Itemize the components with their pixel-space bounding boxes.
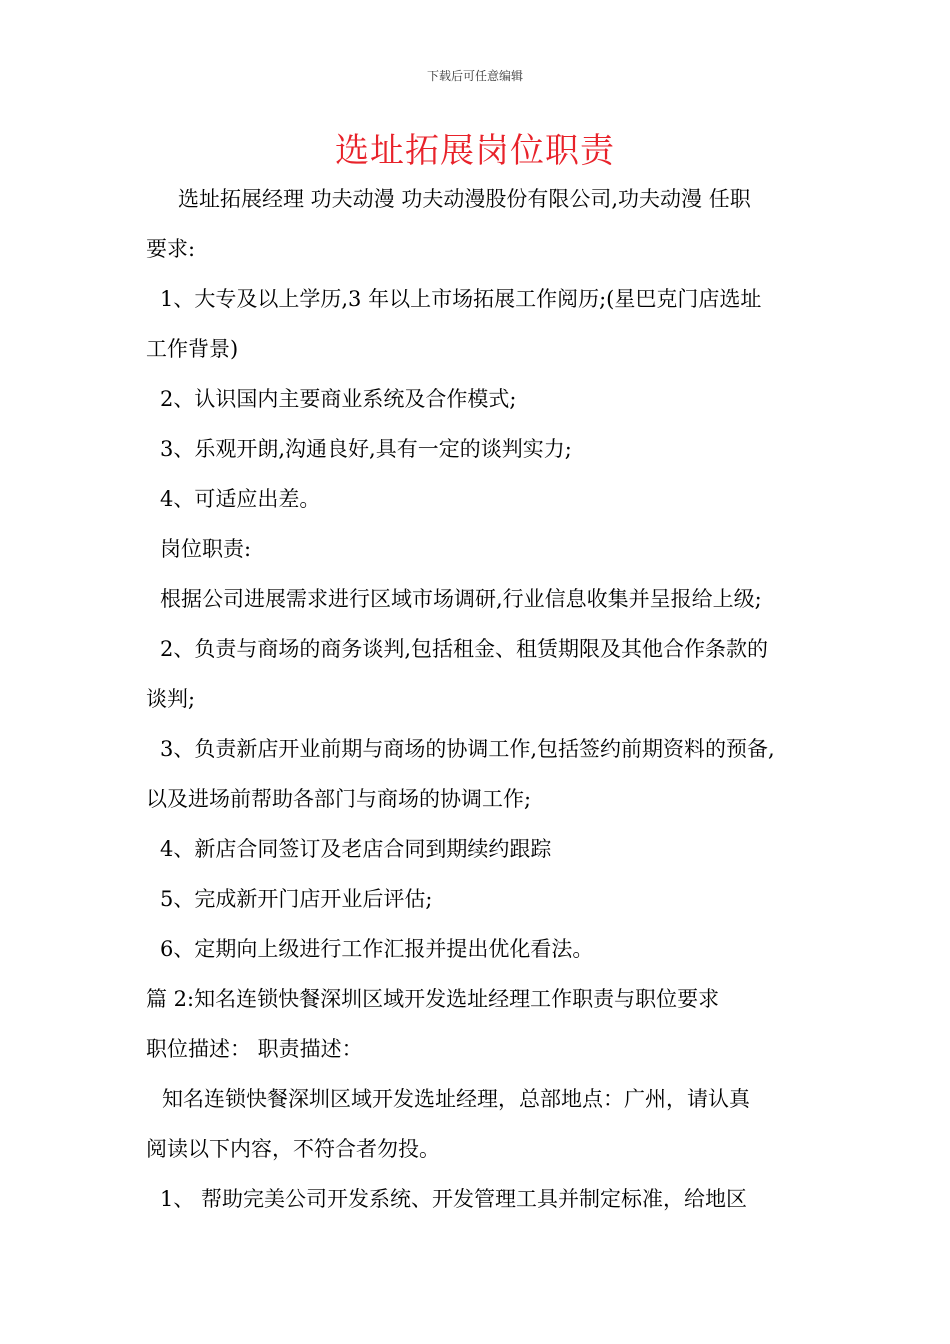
- paragraph-line: 3、负责新店开业前期与商场的协调工作,包括签约前期资料的预备,: [160, 737, 775, 761]
- paragraph-line: 2、认识国内主要商业系统及合作模式;: [160, 387, 517, 411]
- paragraph-line: 4、新店合同签订及老店合同到期续约跟踪: [160, 837, 552, 861]
- section-heading: 篇 2:知名连锁快餐深圳区域开发选址经理工作职责与职位要求: [146, 987, 720, 1011]
- paragraph-line: 职位描述： 职责描述：: [146, 1037, 363, 1061]
- paragraph-line: 6、定期向上级进行工作汇报并提出优化看法。: [160, 937, 594, 961]
- paragraph-line: 1、 帮助完美公司开发系统、开发管理工具并制定标准，给地区: [160, 1187, 748, 1211]
- paragraph-line: 工作背景): [146, 337, 239, 361]
- paragraph-line: 要求:: [146, 237, 196, 261]
- paragraph-line: 根据公司进展需求进行区域市场调研,行业信息收集并呈报给上级;: [160, 587, 762, 611]
- paragraph-line: 3、乐观开朗,沟通良好,具有一定的谈判实力;: [160, 437, 572, 461]
- paragraph-line: 选址拓展经理 功夫动漫 功夫动漫股份有限公司,功夫动漫 任职: [178, 187, 751, 211]
- document-title: 选址拓展岗位职责: [335, 131, 615, 171]
- paragraph-line: 以及进场前帮助各部门与商场的协调工作;: [146, 787, 532, 811]
- paragraph-line: 2、负责与商场的商务谈判,包括租金、租赁期限及其他合作条款的: [160, 637, 769, 661]
- section-heading: 岗位职责:: [160, 537, 252, 561]
- paragraph-line: 知名连锁快餐深圳区域开发选址经理，总部地点：广州，请认真: [162, 1087, 750, 1111]
- paragraph-line: 5、完成新开门店开业后评估;: [160, 887, 433, 911]
- paragraph-line: 4、可适应出差。: [160, 487, 321, 511]
- paragraph-line: 1、大专及以上学历,3 年以上市场拓展工作阅历;(星巴克门店选址: [160, 287, 762, 311]
- header-note: 下载后可任意编辑: [426, 69, 523, 83]
- paragraph-line: 谈判;: [146, 687, 196, 711]
- paragraph-line: 阅读以下内容，不符合者勿投。: [146, 1137, 440, 1161]
